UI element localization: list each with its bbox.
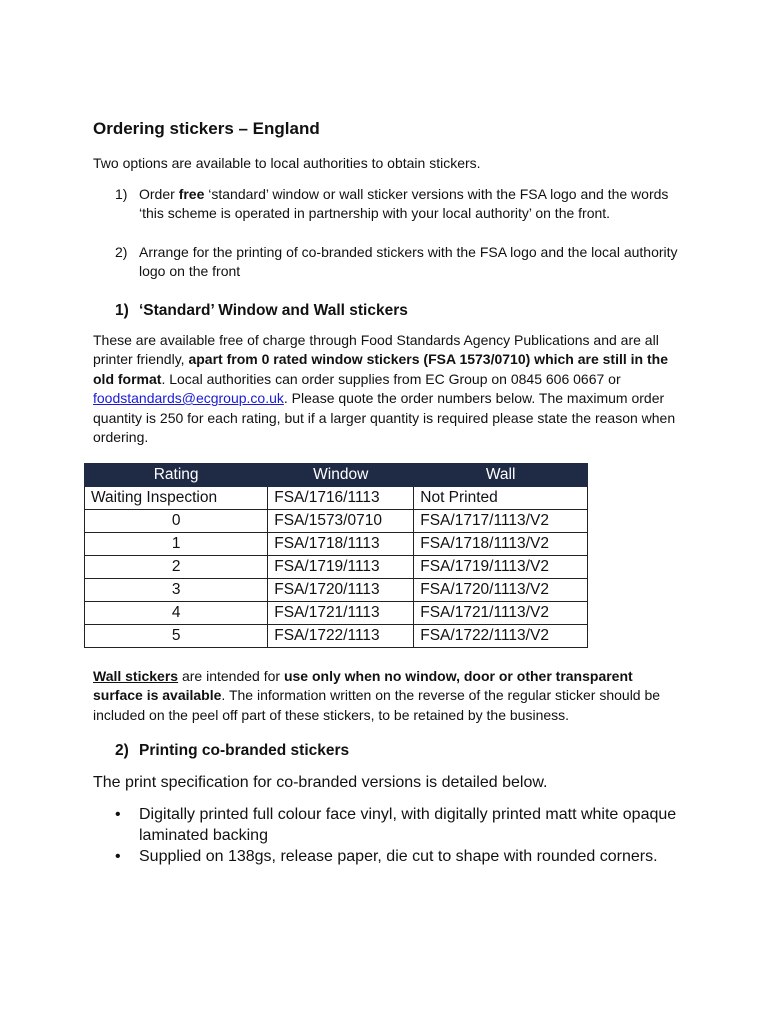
- table-row: [85, 624, 588, 647]
- option-number: 2): [115, 243, 128, 260]
- bullet-icon: •: [115, 848, 121, 865]
- intro-text: Two options are available to local authorities to obtain stickers.: [93, 155, 481, 171]
- section-title: Printing co-branded stickers: [139, 742, 350, 759]
- header-window: Window: [268, 463, 414, 486]
- cell-rating: 0: [85, 509, 268, 532]
- cell-rating: 3: [85, 578, 268, 601]
- cell-window: FSA/1720/1113: [268, 578, 414, 601]
- email-link[interactable]: foodstandards@ecgroup.co.uk: [93, 390, 284, 406]
- list-item-text: Digitally printed full colour face vinyl, with digitally printed matt white opaque laminated backing: [139, 806, 677, 844]
- section1-heading: [93, 301, 683, 321]
- cell-wall: FSA/1717/1113/V2: [414, 509, 588, 532]
- table-header-row: [85, 463, 588, 486]
- cell-wall: FSA/1719/1113/V2: [414, 555, 588, 578]
- wall-stickers-label: Wall stickers: [93, 667, 179, 684]
- option-text: Order: [139, 185, 179, 202]
- table-row: [85, 532, 588, 555]
- section1-paragraph: [93, 331, 683, 448]
- section-number: 1): [115, 301, 129, 319]
- cell-window: FSA/1718/1113: [268, 532, 414, 555]
- list-item: [93, 846, 683, 867]
- header-wall: Wall: [414, 463, 588, 486]
- para-text: . Local authorities can order supplies from EC Group on 0845 606 0667 or: [161, 370, 621, 387]
- table-row: [85, 509, 588, 532]
- cell-window: FSA/1716/1113: [268, 486, 414, 509]
- option-bold: free: [178, 185, 205, 202]
- cell-rating: 2: [85, 555, 268, 578]
- option-text: Arrange for the printing of co-branded stickers with the FSA logo and the local authority logo on the front: [139, 243, 678, 279]
- cell-rating: 5: [85, 624, 268, 647]
- para-text: . The information written on the reverse of the regular sticker should be included on the peel off part of these stickers, to be retained by the business.: [93, 687, 661, 723]
- table-row: [85, 486, 588, 509]
- table-row: [85, 578, 588, 601]
- list-item-text: Supplied on 138gs, release paper, die cut to shape with rounded corners.: [139, 848, 658, 865]
- para-bold: use only when no window, door or other transparent surface is available: [93, 667, 633, 703]
- page-title: Ordering stickers – England: [93, 119, 320, 138]
- cell-wall: Not Printed: [414, 486, 588, 509]
- section-number: 2): [115, 742, 129, 759]
- wall-note-paragraph: [93, 667, 683, 726]
- option-item: [93, 243, 683, 282]
- cell-window: FSA/1573/0710: [268, 509, 414, 532]
- bullet-icon: •: [115, 806, 121, 823]
- table-row: [85, 555, 588, 578]
- para-bold: apart from 0 rated window stickers (FSA 1573/0710) which are still in the old format: [93, 351, 668, 387]
- para-text: These are available free of charge through Food Standards Agency Publications and are all printer friendly,: [93, 331, 659, 367]
- cell-window: FSA/1719/1113: [268, 555, 414, 578]
- option-item: [93, 185, 683, 224]
- cell-wall: FSA/1720/1113/V2: [414, 578, 588, 601]
- para-text: are intended for: [178, 667, 284, 684]
- cell-window: FSA/1722/1113: [268, 624, 414, 647]
- spec-text: The print specification for co-branded versions is detailed below.: [93, 774, 548, 791]
- option-text: ‘standard’ window or wall sticker versions with the FSA logo and the words ‘this scheme is operated in partnership with your local authority’ on the front.: [139, 185, 669, 221]
- header-rating: Rating: [85, 463, 268, 486]
- options-list: [93, 185, 683, 282]
- table-row: [85, 601, 588, 624]
- spec-list: [93, 804, 683, 867]
- cell-rating: 1: [85, 532, 268, 555]
- cell-rating: 4: [85, 601, 268, 624]
- option-number: 1): [115, 185, 128, 202]
- cell-rating: Waiting Inspection: [85, 486, 268, 509]
- sticker-table: [84, 463, 588, 648]
- document-page: [93, 118, 683, 867]
- section2-heading: [93, 741, 683, 761]
- cell-wall: FSA/1718/1113/V2: [414, 532, 588, 555]
- cell-wall: FSA/1722/1113/V2: [414, 624, 588, 647]
- cell-window: FSA/1721/1113: [268, 601, 414, 624]
- list-item: [93, 804, 683, 846]
- cell-wall: FSA/1721/1113/V2: [414, 601, 588, 624]
- para-text: . Please quote the order numbers below. The maximum order quantity is 250 for each rating, but if a larger quantity is required please state the reason when ordering.: [93, 390, 676, 445]
- section-title: ‘Standard’ Window and Wall stickers: [139, 301, 408, 319]
